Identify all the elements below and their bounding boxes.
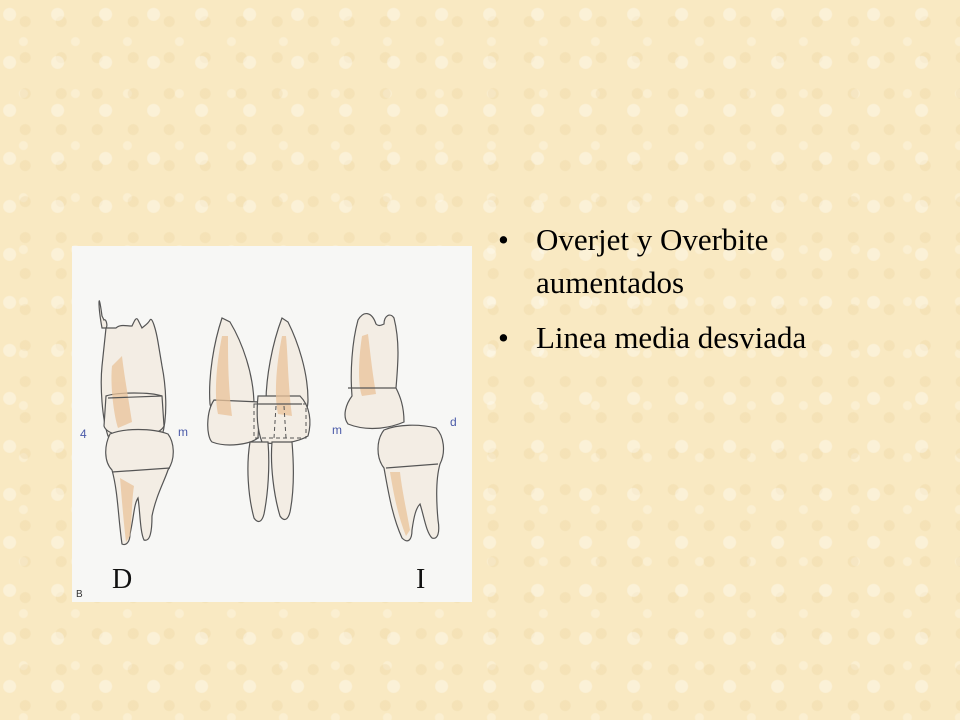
right-lower-tooth xyxy=(378,425,443,541)
dental-illustration xyxy=(72,246,472,602)
bullet-list xyxy=(498,218,918,371)
left-lower-tooth xyxy=(106,430,174,545)
center-crown-left xyxy=(208,400,260,445)
mark-left: 4 xyxy=(80,427,87,441)
teeth-drawing xyxy=(72,246,472,602)
mark-center-right: m xyxy=(332,423,342,437)
bullet-text: Overjet y Overbite aumentados xyxy=(536,222,769,300)
bullet-marker: • xyxy=(498,222,509,257)
mark-center-left: m xyxy=(178,425,188,439)
center-lower-right xyxy=(271,442,293,519)
label-left-side-i: I xyxy=(416,564,426,595)
center-lower-left xyxy=(248,442,269,521)
bullet-item-overjet xyxy=(498,218,918,304)
mark-right: d xyxy=(450,415,457,429)
bullet-item-linea-media xyxy=(498,316,918,359)
label-right-side-d: D xyxy=(112,564,133,595)
bullet-text: Linea media desviada xyxy=(536,320,807,355)
bullet-marker: • xyxy=(498,320,509,355)
figure-corner-label: B xyxy=(76,589,83,600)
right-upper-tooth xyxy=(345,314,404,429)
